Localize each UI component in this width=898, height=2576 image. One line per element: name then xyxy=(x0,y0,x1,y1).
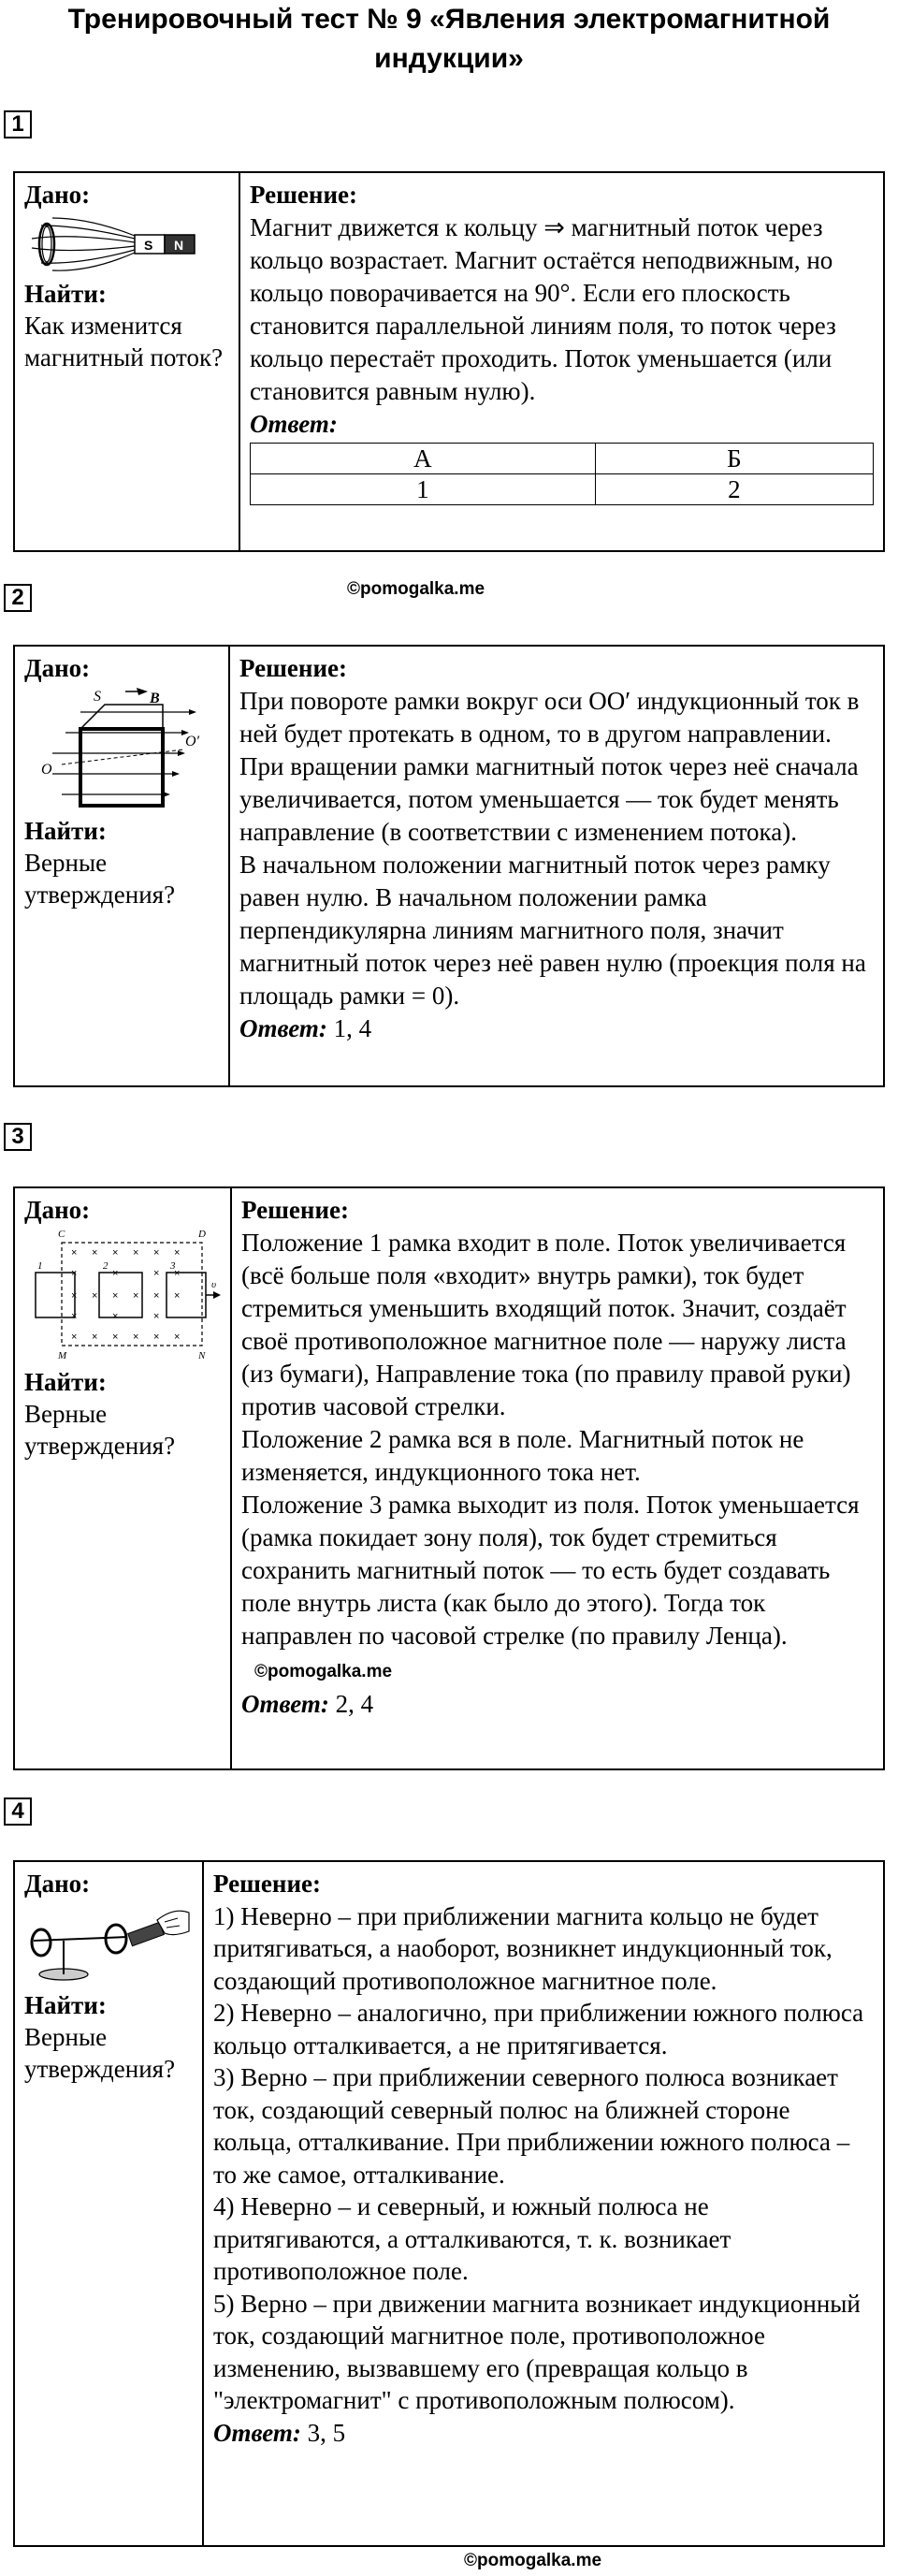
svg-text:×: × xyxy=(174,1332,181,1343)
task-1-answer-table xyxy=(250,443,874,505)
task-3-given-cell xyxy=(14,1187,231,1769)
task-3-find-text: Верные утверждения? xyxy=(24,1400,176,1460)
task-4-find-text: Верные утверждения? xyxy=(24,2023,176,2083)
task-3-answer: 2, 4 xyxy=(335,1690,374,1718)
task-3-solution-p1: Положение 1 рамка входит в поле. Поток увеличивается (всё больше поля «входит» внутрь рамки), ток будет стремиться уменьшить входящий поток. Значит, создаёт своё противоположное магнитное поле — наружу листа (из бумаги), Направление тока (по правилу правой руки) против часовой стрелки. xyxy=(241,1229,851,1420)
find-label: Найти: xyxy=(24,817,107,845)
answer-value-b: 2 xyxy=(595,474,873,505)
task-4-solution-cell xyxy=(203,1861,884,2546)
task-4-given-cell xyxy=(14,1861,203,2546)
answer-label: Ответ: xyxy=(239,1014,327,1042)
task-2-solution-p1: При повороте рамки вокруг оси OO′ индукционный ток в ней будет протекать в одном, то в другом направлении. При вращении рамки магнитный поток через неё сначала увеличивается, потом уменьшается — ток будет менять направление (в соответствии с изменением потока). xyxy=(239,687,860,846)
task-number-3: 3 xyxy=(4,1123,32,1151)
task-4-item-5: 5) Верно – при движении магнита возникает индукционный ток, создающий магнитное поле, противоположное изменению, вызвавшему его (превращая кольцо в "электромагнит" с противоположным полюсом). xyxy=(213,2289,861,2414)
answer-value-a: 1 xyxy=(251,474,596,505)
title-line-2: индукции» xyxy=(374,43,524,74)
figure-label-c: C xyxy=(58,1229,65,1240)
figure-label-s: S xyxy=(94,689,101,705)
svg-text:×: × xyxy=(112,1268,119,1279)
svg-text:×: × xyxy=(153,1332,160,1343)
answer-label: Ответ: xyxy=(241,1690,329,1718)
solution-label: Решение: xyxy=(250,181,357,209)
answer-header-b: Б xyxy=(595,444,873,474)
answer-label: Ответ: xyxy=(213,2418,301,2447)
task-1-solution-text: Магнит движется к кольцу ⇒ магнитный поток через кольцо возрастает. Магнит остаётся неподвижным, но кольцо поворачивается на 90°. Если его плоскость становится параллельной линиям поля, то поток через кольцо перестаёт проходить. Поток уменьшается (или становится равным нулю). xyxy=(250,213,836,405)
svg-text:×: × xyxy=(92,1247,98,1259)
figure-label-o: O xyxy=(41,762,52,778)
figure-label-pos-2: 2 xyxy=(103,1260,109,1272)
svg-text:×: × xyxy=(112,1332,119,1343)
svg-text:×: × xyxy=(71,1311,78,1322)
svg-text:×: × xyxy=(153,1311,160,1322)
answer-label: Ответ: xyxy=(250,410,338,438)
task-1-find-text: Как изменится магнитный поток? xyxy=(24,312,224,371)
title-line-1: Тренировочный тест № 9 «Явления электромагнитной xyxy=(67,4,831,35)
svg-text:×: × xyxy=(92,1290,98,1302)
svg-text:×: × xyxy=(174,1290,181,1302)
find-label: Найти: xyxy=(24,280,107,308)
figure-label-pos-3: 3 xyxy=(170,1260,176,1272)
watermark: ©pomogalka.me xyxy=(347,579,485,599)
task-number-1: 1 xyxy=(4,110,32,138)
ring-on-stand-figure xyxy=(24,1899,193,1989)
figure-label-b: B xyxy=(150,691,160,706)
task-number-2: 2 xyxy=(4,584,32,612)
svg-text:S: S xyxy=(144,238,153,253)
answer-header-a: А xyxy=(251,444,596,474)
task-2-table xyxy=(13,645,885,1087)
task-4-answer: 3, 5 xyxy=(307,2418,346,2447)
task-4-table xyxy=(13,1860,885,2547)
task-3-solution-p2: Положение 2 рамка вся в поле. Магнитный поток не изменяется, индукционного тока нет. xyxy=(241,1425,804,1486)
figure-label-n: N xyxy=(198,1350,206,1361)
task-3-solution-p3: Положение 3 рамка выходит из поля. Поток уменьшается (рамка покидает зону поля), ток будет стремиться сохранить магнитный поток — то есть будет создавать поле внутрь листа (как было до этого). Тогда ток направлен по часовой стрелке (по правилу Ленца). xyxy=(241,1491,860,1650)
svg-text:N: N xyxy=(174,238,184,253)
given-label: Дано: xyxy=(24,1870,91,1898)
svg-text:×: × xyxy=(133,1247,139,1259)
solution-label: Решение: xyxy=(213,1870,321,1898)
figure-label-pos-1: 1 xyxy=(37,1260,43,1272)
svg-text:×: × xyxy=(133,1332,139,1343)
watermark: ©pomogalka.me xyxy=(254,1662,393,1681)
task-4-item-4: 4) Неверно – и северный, и южный полюса не притягиваются, а отталкиваются, т. к. возникает противоположное поле. xyxy=(213,2192,731,2285)
svg-text:×: × xyxy=(71,1332,78,1343)
task-3-solution-cell xyxy=(231,1187,884,1769)
task-1-solution-cell xyxy=(239,172,884,551)
figure-label-m: M xyxy=(58,1350,67,1361)
svg-text:×: × xyxy=(71,1290,78,1302)
svg-text:×: × xyxy=(71,1247,78,1259)
find-label: Найти: xyxy=(24,1991,107,2019)
svg-text:×: × xyxy=(174,1268,181,1279)
magnet-ring-figure xyxy=(24,211,211,278)
figure-label-o-prime: O′ xyxy=(185,734,200,750)
svg-text:×: × xyxy=(133,1290,139,1302)
task-3-table xyxy=(13,1186,885,1770)
task-4-item-1: 1) Неверно – при приближении магнита кольцо не будет притягиваться, а наоборот, возникнет индукционный ток, создающий противоположное магнитное поле. xyxy=(213,1901,833,1995)
svg-text:×: × xyxy=(112,1247,119,1259)
svg-text:×: × xyxy=(71,1268,78,1279)
solution-label: Решение: xyxy=(241,1196,349,1224)
task-4-item-2: 2) Неверно – аналогично, при приближении южного полюса кольцо отталкивается, а не притягивается. xyxy=(213,1999,864,2059)
svg-text:×: × xyxy=(174,1247,181,1259)
find-label: Найти: xyxy=(24,1368,107,1396)
svg-text:×: × xyxy=(112,1290,119,1302)
task-1-given-cell xyxy=(14,172,239,551)
task-number-4: 4 xyxy=(4,1797,32,1826)
task-2-answer: 1, 4 xyxy=(333,1014,372,1042)
figure-label-d: D xyxy=(198,1229,206,1240)
svg-text:×: × xyxy=(153,1268,160,1279)
frame-in-field-figure xyxy=(24,1226,221,1366)
given-label: Дано: xyxy=(24,1196,91,1224)
given-label: Дано: xyxy=(24,654,91,682)
task-2-solution-cell xyxy=(229,646,884,1086)
page-title xyxy=(0,0,898,79)
svg-text:×: × xyxy=(153,1247,160,1259)
svg-text:×: × xyxy=(112,1311,119,1322)
rotating-frame-figure xyxy=(24,684,211,815)
figure-label-v: υ xyxy=(211,1279,217,1290)
given-label: Дано: xyxy=(24,181,91,209)
task-2-given-cell xyxy=(14,646,229,1086)
svg-text:×: × xyxy=(153,1290,160,1302)
solution-label: Решение: xyxy=(239,654,347,682)
svg-text:×: × xyxy=(92,1332,98,1343)
task-1-table xyxy=(13,171,885,552)
watermark: ©pomogalka.me xyxy=(464,2551,602,2570)
task-2-solution-p2: В начальном положении магнитный поток через рамку равен нулю. В начальном положении рамка перпендикулярна линиям магнитного поля, значит магнитный поток через неё равен нулю (проекция поля на площадь рамки = 0). xyxy=(239,851,866,1010)
task-4-item-3: 3) Верно – при приближении северного полюса возникает ток, создающий северный полюс на ближней стороне кольца, отталкивание. При приближении южного полюса – то же самое, отталкивание. xyxy=(213,2063,850,2189)
task-2-find-text: Верные утверждения? xyxy=(24,849,176,909)
